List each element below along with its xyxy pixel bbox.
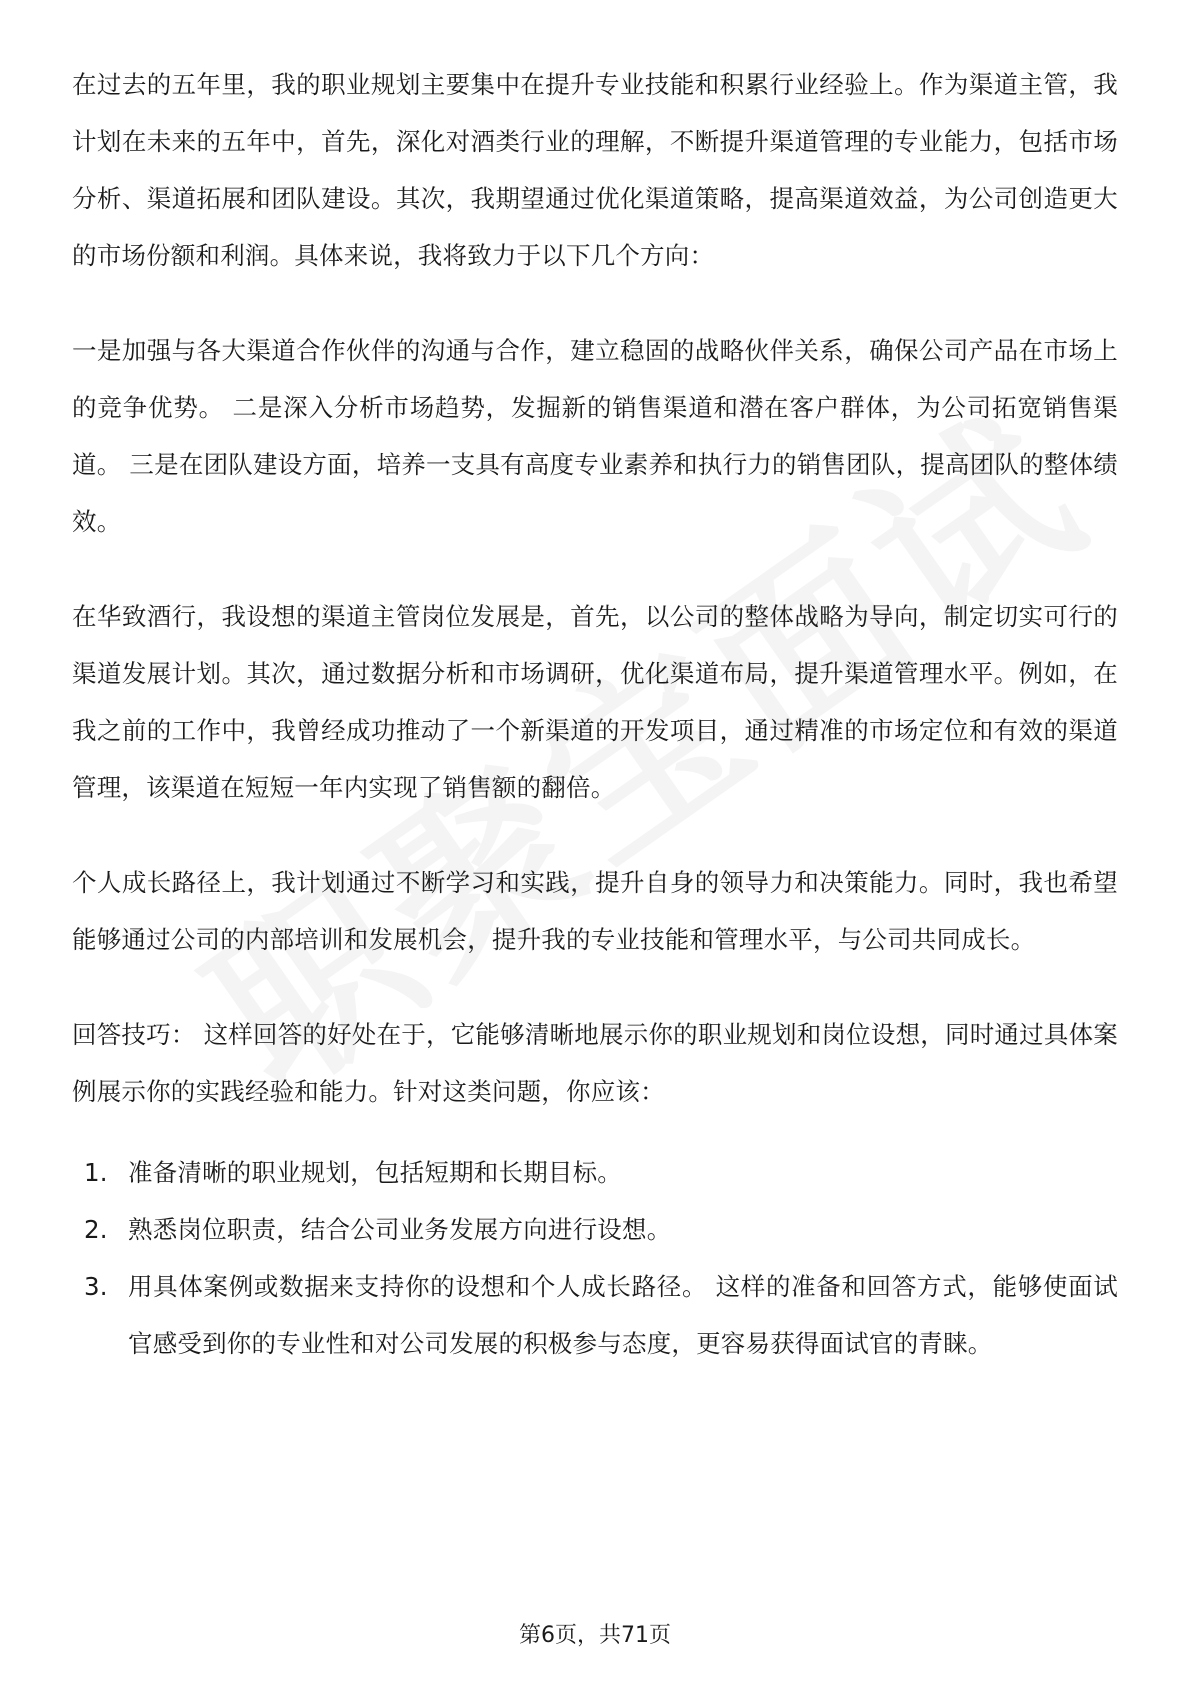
list-item [72, 1144, 1118, 1201]
list-item [72, 1258, 1118, 1372]
list-number: 1. [84, 1158, 108, 1187]
list-number: 3. [84, 1272, 108, 1301]
list-text: 熟悉岗位职责，结合公司业务发展方向进行设想。 [128, 1215, 672, 1244]
tips-list [72, 1144, 1118, 1372]
list-text: 用具体案例或数据来支持你的设想和个人成长路径。 这样的准备和回答方式，能够使面试官感受到你的专业性和对公司发展的积极参与态度，更容易获得面试官的青睐。 [128, 1272, 1118, 1358]
list-text: 准备清晰的职业规划，包括短期和长期目标。 [128, 1158, 622, 1187]
page-number: 第6页，共71页 [519, 1623, 671, 1648]
paragraph-answer-tips: 回答技巧： 这样回答的好处在于，它能够清晰地展示你的职业规划和岗位设想，同时通过具体案例展示你的实践经验和能力。针对这类问题，你应该： [72, 1020, 1118, 1106]
paragraph-career-plan: 在过去的五年里，我的职业规划主要集中在提升专业技能和积累行业经验上。作为渠道主管，我计划在未来的五年中，首先，深化对酒类行业的理解，不断提升渠道管理的专业能力，包括市场分析、渠道拓展和团队建设。其次，我期望通过优化渠道策略，提高渠道效益，为公司创造更大的市场份额和利润。具体来说，我将致力于以下几个方向： [72, 70, 1118, 270]
paragraph-directions: 一是加强与各大渠道合作伙伴的沟通与合作，建立稳固的战略伙伴关系，确保公司产品在市场上的竞争优势。 二是深入分析市场趋势，发掘新的销售渠道和潜在客户群体，为公司拓宽销售渠道。 三是在团队建设方面，培养一支具有高度专业素养和执行力的销售团队，提高团队的整体绩效。 [72, 336, 1118, 536]
list-number: 2. [84, 1215, 108, 1244]
paragraph-personal-growth: 个人成长路径上，我计划通过不断学习和实践，提升自身的领导力和决策能力。同时，我也希望能够通过公司的内部培训和发展机会，提升我的专业技能和管理水平，与公司共同成长。 [72, 868, 1118, 954]
paragraph-position-vision: 在华致酒行，我设想的渠道主管岗位发展是，首先，以公司的整体战略为导向，制定切实可行的渠道发展计划。其次，通过数据分析和市场调研，优化渠道布局，提升渠道管理水平。例如，在我之前的工作中，我曾经成功推动了一个新渠道的开发项目，通过精准的市场定位和有效的渠道管理，该渠道在短短一年内实现了销售额的翻倍。 [72, 602, 1118, 802]
document-body [72, 56, 1118, 1372]
list-item [72, 1201, 1118, 1258]
